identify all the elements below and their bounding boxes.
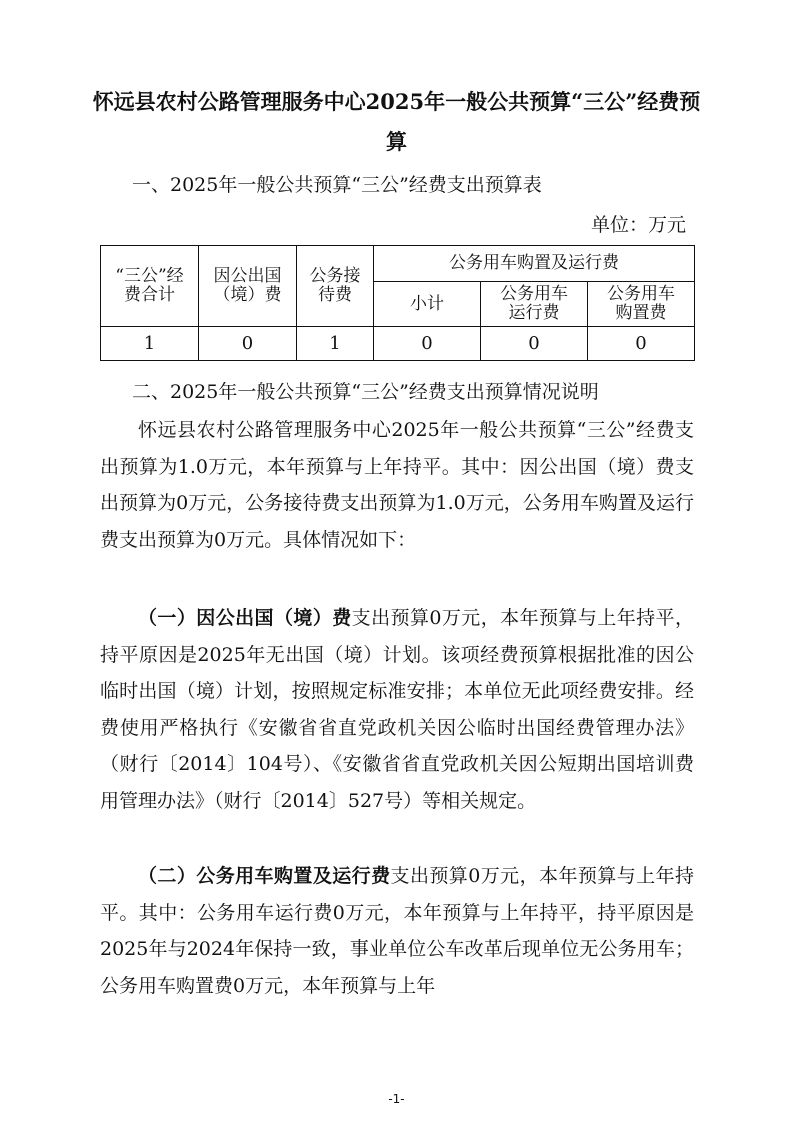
- value-vehicle-purchase: 0: [588, 327, 695, 361]
- unit-label: 单位：万元: [590, 214, 686, 236]
- item1-body: 支出预算0万元，本年预算与上年持平，持平原因是2025年无出国（境）计划。该项经费预算根据批准的因公临时出国（境）计划，按照规定标准安排；本单位无此项经费安排。经费使用严格执行《安徽省省直党政机关因公临时出国经费管理办法》（财行〔2014〕104号）、《安徽省省直党政机关因公短期出国培训费用管理办法》（财行〔2014〕527号）等相关规定。: [100, 607, 694, 812]
- table-row: [101, 327, 695, 361]
- header-total: “三公”经费合计: [101, 246, 199, 327]
- value-subtotal: 0: [374, 327, 481, 361]
- document-title: 怀远县农村公路管理服务中心2025年一般公共预算“三公”经费预算: [92, 89, 701, 154]
- header-subtotal: 小计: [374, 282, 481, 327]
- item2-paragraph: [100, 858, 694, 1004]
- header-reception: 公务接待费: [297, 246, 374, 327]
- item1-paragraph: [100, 600, 694, 819]
- item1-lead: （一）因公出国（境）费: [138, 607, 352, 629]
- value-reception: 1: [297, 327, 374, 361]
- value-abroad: 0: [199, 327, 297, 361]
- header-vehicle-operation: 公务用车运行费: [481, 282, 588, 327]
- item2-lead: （二）公务用车购置及运行费: [138, 865, 391, 887]
- page-number: -1-: [388, 1092, 405, 1106]
- value-vehicle-operation: 0: [481, 327, 588, 361]
- table-header-row: [101, 246, 695, 282]
- intro-paragraph: 怀远县农村公路管理服务中心2025年一般公共预算“三公”经费支出预算为1.0万元，本年预算与上年持平。其中：因公出国（境）费支出预算为0万元，公务接待费支出预算为1.0万元，公务用车购置及运行费支出预算为0万元。具体情况如下：: [100, 419, 694, 551]
- value-total: 1: [101, 327, 199, 361]
- item2-body: 支出预算0万元，本年预算与上年持平。其中：公务用车运行费0万元，本年预算与上年持平，持平原因是2025年与2024年保持一致，事业单位公车改革后现单位无公务用车；公务用车购置费0万元，本年预算与上年: [100, 865, 694, 997]
- section2-heading: 二、2025年一般公共预算“三公”经费支出预算情况说明: [132, 381, 599, 403]
- budget-table: [100, 245, 695, 361]
- header-vehicle-group: 公务用车购置及运行费: [374, 246, 695, 282]
- header-vehicle-purchase: 公务用车购置费: [588, 282, 695, 327]
- header-abroad: 因公出国（境）费: [199, 246, 297, 327]
- section1-heading: 一、2025年一般公共预算“三公”经费支出预算表: [132, 174, 542, 196]
